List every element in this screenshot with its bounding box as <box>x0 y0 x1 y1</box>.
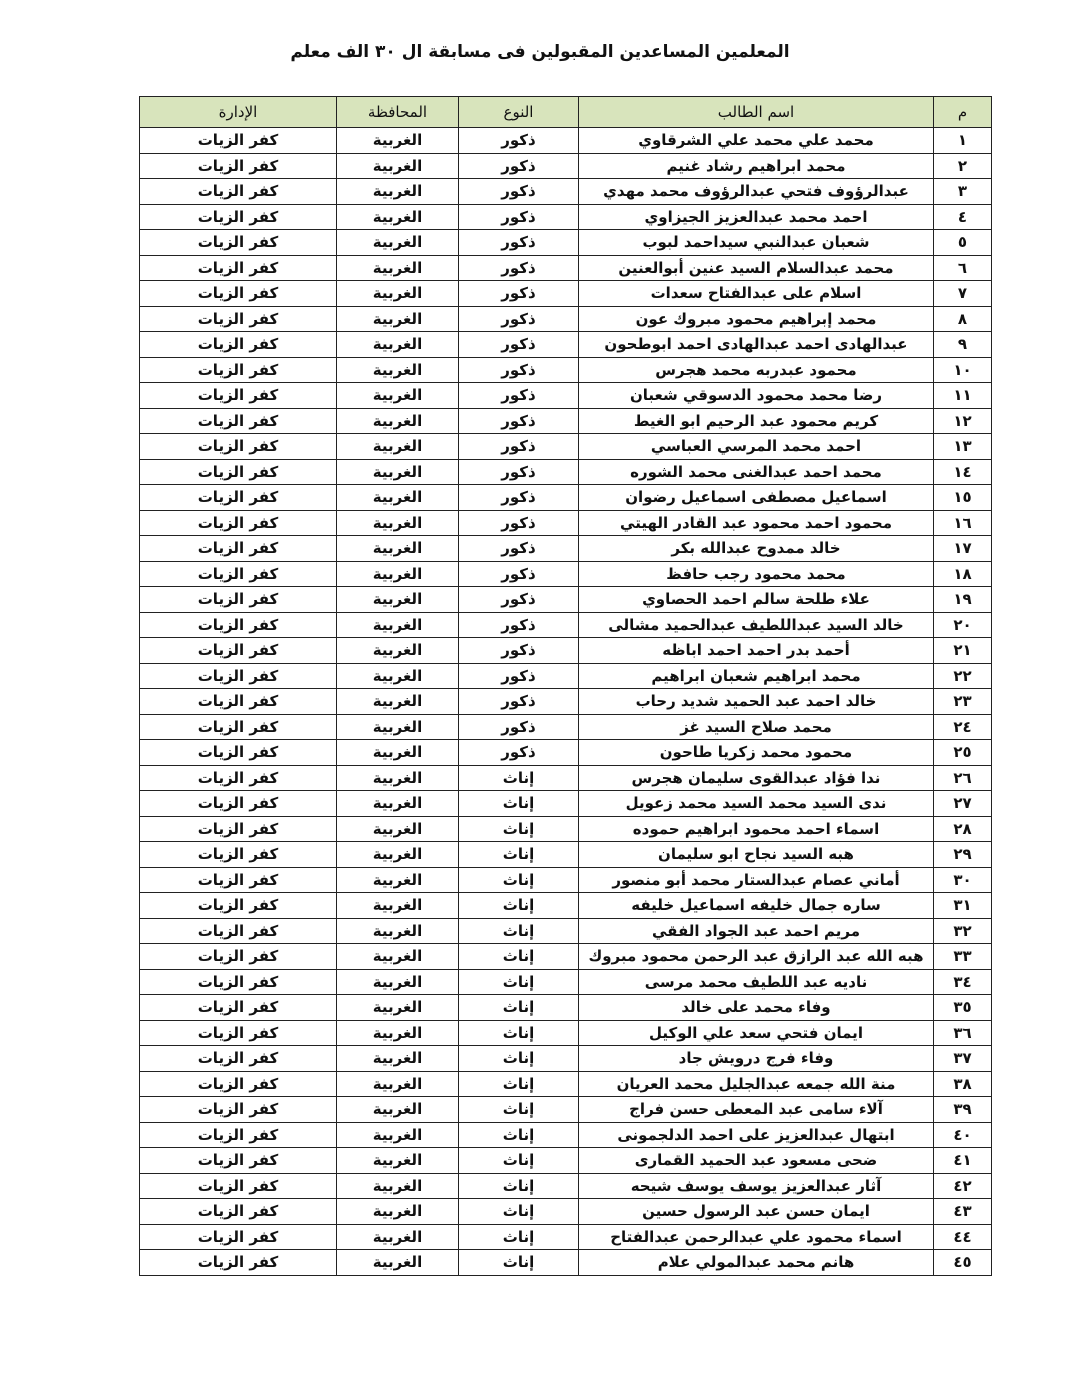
cell-gender: ذكور <box>459 357 579 383</box>
cell-student-name: احمد محمد المرسي العباسي <box>579 434 934 460</box>
table-row <box>140 1097 992 1123</box>
cell-student-name: شعبان عبدالنبي سيداحمد لبوب <box>579 230 934 256</box>
cell-governorate: الغربية <box>337 816 459 842</box>
cell-gender: إناث <box>459 1224 579 1250</box>
cell-gender: إناث <box>459 893 579 919</box>
table-row <box>140 1020 992 1046</box>
cell-gender: ذكور <box>459 612 579 638</box>
cell-num: ٢٦ <box>934 765 992 791</box>
cell-student-name: عبدالرؤوف فتحي عبدالرؤوف محمد مهدي <box>579 179 934 205</box>
cell-student-name: عبدالهادى احمد عبدالهادى احمد ابوطحون <box>579 332 934 358</box>
cell-num: ٢١ <box>934 638 992 664</box>
table-row <box>140 816 992 842</box>
cell-student-name: خالد ممدوح عبدالله بكر <box>579 536 934 562</box>
table-row <box>140 791 992 817</box>
cell-governorate: الغربية <box>337 1097 459 1123</box>
table-row <box>140 536 992 562</box>
cell-gender: إناث <box>459 1199 579 1225</box>
cell-gender: إناث <box>459 1173 579 1199</box>
cell-governorate: الغربية <box>337 918 459 944</box>
cell-num: ٢٣ <box>934 689 992 715</box>
cell-student-name: علاء طلحة سالم احمد الحصاوي <box>579 587 934 613</box>
cell-student-name: محمد ابراهيم شعبان ابراهيم <box>579 663 934 689</box>
cell-student-name: محمود محمد زكريا طاحون <box>579 740 934 766</box>
cell-governorate: الغربية <box>337 842 459 868</box>
cell-num: ١٣ <box>934 434 992 460</box>
cell-num: ٢٤ <box>934 714 992 740</box>
cell-gender: إناث <box>459 1148 579 1174</box>
cell-student-name: رضا محمد محمود الدسوقي شعبان <box>579 383 934 409</box>
cell-governorate: الغربية <box>337 128 459 154</box>
table-row <box>140 867 992 893</box>
cell-governorate: الغربية <box>337 638 459 664</box>
cell-administration: كفر الزيات <box>140 434 337 460</box>
cell-num: ١ <box>934 128 992 154</box>
cell-num: ٣٩ <box>934 1097 992 1123</box>
cell-gender: ذكور <box>459 204 579 230</box>
cell-num: ٣٦ <box>934 1020 992 1046</box>
cell-gender: ذكور <box>459 408 579 434</box>
cell-student-name: محمد علي محمد علي الشرقاوي <box>579 128 934 154</box>
cell-num: ٧ <box>934 281 992 307</box>
cell-gender: إناث <box>459 995 579 1021</box>
cell-administration: كفر الزيات <box>140 1046 337 1072</box>
cell-gender: ذكور <box>459 714 579 740</box>
cell-student-name: ندا فؤاد عبدالقوى سليمان هجرس <box>579 765 934 791</box>
cell-administration: كفر الزيات <box>140 1224 337 1250</box>
cell-governorate: الغربية <box>337 485 459 511</box>
cell-num: ٣٠ <box>934 867 992 893</box>
cell-num: ٣٣ <box>934 944 992 970</box>
cell-administration: كفر الزيات <box>140 765 337 791</box>
table-row <box>140 332 992 358</box>
cell-student-name: محمود عبدربه محمد هجرس <box>579 357 934 383</box>
cell-student-name: ابتهال عبدالعزيز على احمد الدلجمونى <box>579 1122 934 1148</box>
table-row <box>140 612 992 638</box>
cell-administration: كفر الزيات <box>140 1199 337 1225</box>
cell-administration: كفر الزيات <box>140 842 337 868</box>
cell-student-name: محمد صلاح السيد غز <box>579 714 934 740</box>
cell-governorate: الغربية <box>337 1071 459 1097</box>
table-row <box>140 944 992 970</box>
cell-num: ٨ <box>934 306 992 332</box>
cell-gender: ذكور <box>459 561 579 587</box>
cell-student-name: منة الله جمعه عبدالجليل محمد العريان <box>579 1071 934 1097</box>
cell-administration: كفر الزيات <box>140 1122 337 1148</box>
cell-administration: كفر الزيات <box>140 663 337 689</box>
cell-governorate: الغربية <box>337 179 459 205</box>
cell-administration: كفر الزيات <box>140 510 337 536</box>
cell-administration: كفر الزيات <box>140 383 337 409</box>
cell-administration: كفر الزيات <box>140 918 337 944</box>
cell-student-name: هبه السيد نجاح ابو سليمان <box>579 842 934 868</box>
cell-num: ١٠ <box>934 357 992 383</box>
cell-student-name: وفاء محمد على خالد <box>579 995 934 1021</box>
cell-student-name: ساره جمال خليفه اسماعيل خليفه <box>579 893 934 919</box>
cell-governorate: الغربية <box>337 230 459 256</box>
cell-num: ١٦ <box>934 510 992 536</box>
cell-student-name: ايمان حسن عبد الرسول حسين <box>579 1199 934 1225</box>
cell-administration: كفر الزيات <box>140 612 337 638</box>
cell-administration: كفر الزيات <box>140 944 337 970</box>
cell-num: ٤٥ <box>934 1250 992 1276</box>
table-row <box>140 969 992 995</box>
cell-governorate: الغربية <box>337 1199 459 1225</box>
cell-administration: كفر الزيات <box>140 816 337 842</box>
table-row <box>140 306 992 332</box>
cell-administration: كفر الزيات <box>140 1020 337 1046</box>
cell-governorate: الغربية <box>337 714 459 740</box>
cell-num: ١٨ <box>934 561 992 587</box>
header-gender: النوع <box>459 97 579 128</box>
cell-governorate: الغربية <box>337 893 459 919</box>
cell-governorate: الغربية <box>337 1020 459 1046</box>
cell-student-name: آلاء سامى عبد المعطى حسن فراج <box>579 1097 934 1123</box>
cell-administration: كفر الزيات <box>140 459 337 485</box>
table-row <box>140 1046 992 1072</box>
table-row <box>140 204 992 230</box>
cell-gender: إناث <box>459 1071 579 1097</box>
cell-num: ١٧ <box>934 536 992 562</box>
header-name: اسم الطالب <box>579 97 934 128</box>
cell-num: ٣٧ <box>934 1046 992 1072</box>
cell-administration: كفر الزيات <box>140 332 337 358</box>
cell-student-name: آثار عبدالعزيز يوسف يوسف شيحه <box>579 1173 934 1199</box>
table-row <box>140 587 992 613</box>
cell-num: ١٩ <box>934 587 992 613</box>
table-row <box>140 740 992 766</box>
table-row <box>140 995 992 1021</box>
cell-num: ٣٤ <box>934 969 992 995</box>
table-row <box>140 510 992 536</box>
table-row <box>140 434 992 460</box>
cell-student-name: محمد إبراهيم محمود مبروك عون <box>579 306 934 332</box>
cell-administration: كفر الزيات <box>140 714 337 740</box>
cell-num: ٦ <box>934 255 992 281</box>
cell-student-name: هبه الله عبد الرازق عبد الرحمن محمود مبروك <box>579 944 934 970</box>
cell-governorate: الغربية <box>337 306 459 332</box>
cell-governorate: الغربية <box>337 459 459 485</box>
table-row <box>140 1148 992 1174</box>
cell-student-name: محمد عبدالسلام السيد عنين أبوالعنين <box>579 255 934 281</box>
cell-governorate: الغربية <box>337 1148 459 1174</box>
cell-administration: كفر الزيات <box>140 255 337 281</box>
cell-num: ٤٠ <box>934 1122 992 1148</box>
table-body <box>140 128 992 1276</box>
table-row <box>140 893 992 919</box>
cell-student-name: ناديه عبد اللطيف محمد مرسى <box>579 969 934 995</box>
cell-administration: كفر الزيات <box>140 357 337 383</box>
cell-governorate: الغربية <box>337 561 459 587</box>
table-row <box>140 153 992 179</box>
cell-gender: ذكور <box>459 663 579 689</box>
cell-gender: ذكور <box>459 306 579 332</box>
cell-governorate: الغربية <box>337 1046 459 1072</box>
page-title: المعلمين المساعدين المقبولين فى مسابقة ال ٣٠ الف معلم <box>290 42 790 62</box>
cell-student-name: هانم محمد عبدالمولي علام <box>579 1250 934 1276</box>
table-row <box>140 459 992 485</box>
cell-num: ٢٢ <box>934 663 992 689</box>
cell-gender: ذكور <box>459 281 579 307</box>
accepted-teachers-table <box>139 96 992 1276</box>
cell-gender: إناث <box>459 1046 579 1072</box>
cell-gender: ذكور <box>459 383 579 409</box>
cell-gender: ذكور <box>459 536 579 562</box>
cell-student-name: محمد احمد عبدالغنى محمد الشوره <box>579 459 934 485</box>
cell-gender: إناث <box>459 791 579 817</box>
cell-administration: كفر الزيات <box>140 408 337 434</box>
cell-num: ٣١ <box>934 893 992 919</box>
cell-administration: كفر الزيات <box>140 230 337 256</box>
table-row <box>140 689 992 715</box>
cell-administration: كفر الزيات <box>140 893 337 919</box>
cell-gender: إناث <box>459 918 579 944</box>
cell-governorate: الغربية <box>337 663 459 689</box>
cell-governorate: الغربية <box>337 689 459 715</box>
cell-administration: كفر الزيات <box>140 740 337 766</box>
cell-student-name: أماني عصام عبدالستار محمد أبو منصور <box>579 867 934 893</box>
cell-governorate: الغربية <box>337 332 459 358</box>
cell-gender: ذكور <box>459 587 579 613</box>
cell-governorate: الغربية <box>337 536 459 562</box>
cell-administration: كفر الزيات <box>140 791 337 817</box>
cell-num: ٢٧ <box>934 791 992 817</box>
cell-governorate: الغربية <box>337 255 459 281</box>
table-row <box>140 408 992 434</box>
cell-gender: إناث <box>459 969 579 995</box>
cell-student-name: احمد محمد عبدالعزيز الجيزاوي <box>579 204 934 230</box>
table-row <box>140 179 992 205</box>
table-row <box>140 357 992 383</box>
cell-student-name: اسماء احمد محمود ابراهيم حموده <box>579 816 934 842</box>
cell-num: ٢٥ <box>934 740 992 766</box>
cell-gender: ذكور <box>459 332 579 358</box>
cell-governorate: الغربية <box>337 153 459 179</box>
cell-gender: إناث <box>459 842 579 868</box>
cell-gender: إناث <box>459 1250 579 1276</box>
cell-administration: كفر الزيات <box>140 1097 337 1123</box>
cell-gender: ذكور <box>459 485 579 511</box>
header-num: م <box>934 97 992 128</box>
cell-student-name: اسماعيل مصطفى اسماعيل رضوان <box>579 485 934 511</box>
table-row <box>140 663 992 689</box>
table-header-row <box>140 97 992 128</box>
cell-administration: كفر الزيات <box>140 485 337 511</box>
cell-gender: إناث <box>459 1020 579 1046</box>
cell-num: ٣٨ <box>934 1071 992 1097</box>
cell-student-name: وفاء فرج درويش جاد <box>579 1046 934 1072</box>
cell-governorate: الغربية <box>337 434 459 460</box>
cell-num: ١٥ <box>934 485 992 511</box>
table-row <box>140 1122 992 1148</box>
table-row <box>140 1250 992 1276</box>
cell-administration: كفر الزيات <box>140 995 337 1021</box>
cell-student-name: محمود احمد محمود عبد القادر الهيتي <box>579 510 934 536</box>
cell-governorate: الغربية <box>337 1224 459 1250</box>
cell-num: ٤١ <box>934 1148 992 1174</box>
cell-governorate: الغربية <box>337 1122 459 1148</box>
cell-gender: إناث <box>459 765 579 791</box>
cell-administration: كفر الزيات <box>140 1148 337 1174</box>
cell-num: ١١ <box>934 383 992 409</box>
cell-administration: كفر الزيات <box>140 536 337 562</box>
table-row <box>140 1173 992 1199</box>
table-row <box>140 638 992 664</box>
cell-governorate: الغربية <box>337 204 459 230</box>
cell-gender: إناث <box>459 944 579 970</box>
cell-student-name: خالد السيد عبداللطيف عبدالحميد مشالى <box>579 612 934 638</box>
table-row <box>140 1071 992 1097</box>
cell-num: ٣٥ <box>934 995 992 1021</box>
table-row <box>140 714 992 740</box>
cell-gender: ذكور <box>459 179 579 205</box>
table-row <box>140 128 992 154</box>
cell-administration: كفر الزيات <box>140 969 337 995</box>
cell-administration: كفر الزيات <box>140 179 337 205</box>
cell-student-name: ايمان فتحي سعد علي الوكيل <box>579 1020 934 1046</box>
cell-gender: إناث <box>459 1122 579 1148</box>
cell-num: ٢٩ <box>934 842 992 868</box>
cell-gender: ذكور <box>459 128 579 154</box>
cell-student-name: ندى السيد محمد السيد محمد زعويل <box>579 791 934 817</box>
cell-student-name: كريم محمود عبد الرحيم ابو الغيط <box>579 408 934 434</box>
cell-governorate: الغربية <box>337 867 459 893</box>
cell-num: ٤٢ <box>934 1173 992 1199</box>
cell-num: ٤ <box>934 204 992 230</box>
cell-administration: كفر الزيات <box>140 689 337 715</box>
cell-governorate: الغربية <box>337 383 459 409</box>
table-row <box>140 230 992 256</box>
cell-administration: كفر الزيات <box>140 128 337 154</box>
cell-administration: كفر الزيات <box>140 587 337 613</box>
cell-governorate: الغربية <box>337 281 459 307</box>
cell-student-name: ضحى مسعود عبد الحميد القمارى <box>579 1148 934 1174</box>
cell-gender: ذكور <box>459 255 579 281</box>
cell-governorate: الغربية <box>337 995 459 1021</box>
cell-num: ١٢ <box>934 408 992 434</box>
cell-governorate: الغربية <box>337 587 459 613</box>
cell-gender: إناث <box>459 816 579 842</box>
table-row <box>140 765 992 791</box>
cell-administration: كفر الزيات <box>140 867 337 893</box>
cell-governorate: الغربية <box>337 969 459 995</box>
cell-administration: كفر الزيات <box>140 1071 337 1097</box>
cell-governorate: الغربية <box>337 791 459 817</box>
cell-gender: إناث <box>459 1097 579 1123</box>
table-row <box>140 485 992 511</box>
cell-gender: ذكور <box>459 230 579 256</box>
table-row <box>140 281 992 307</box>
cell-governorate: الغربية <box>337 1173 459 1199</box>
cell-administration: كفر الزيات <box>140 1173 337 1199</box>
cell-administration: كفر الزيات <box>140 638 337 664</box>
cell-student-name: أحمد بدر احمد احمد اباظه <box>579 638 934 664</box>
cell-governorate: الغربية <box>337 1250 459 1276</box>
cell-governorate: الغربية <box>337 944 459 970</box>
header-administration: الإدارة <box>140 97 337 128</box>
cell-student-name: اسماء محمود علي عبدالرحمن عبدالفتاح <box>579 1224 934 1250</box>
table-row <box>140 383 992 409</box>
cell-student-name: خالد احمد عبد الحميد شديد رحاب <box>579 689 934 715</box>
table-row <box>140 561 992 587</box>
cell-gender: ذكور <box>459 459 579 485</box>
cell-num: ٤٣ <box>934 1199 992 1225</box>
cell-num: ٢٠ <box>934 612 992 638</box>
cell-num: ٢ <box>934 153 992 179</box>
cell-num: ٥ <box>934 230 992 256</box>
cell-administration: كفر الزيات <box>140 306 337 332</box>
cell-gender: ذكور <box>459 689 579 715</box>
table-row <box>140 842 992 868</box>
table-row <box>140 1224 992 1250</box>
cell-gender: ذكور <box>459 740 579 766</box>
table-row <box>140 918 992 944</box>
table-row <box>140 1199 992 1225</box>
cell-administration: كفر الزيات <box>140 1250 337 1276</box>
cell-administration: كفر الزيات <box>140 281 337 307</box>
cell-administration: كفر الزيات <box>140 153 337 179</box>
cell-governorate: الغربية <box>337 408 459 434</box>
cell-administration: كفر الزيات <box>140 204 337 230</box>
cell-gender: ذكور <box>459 638 579 664</box>
cell-student-name: محمد ابراهيم رشاد غنيم <box>579 153 934 179</box>
header-governorate: المحافظة <box>337 97 459 128</box>
cell-gender: ذكور <box>459 510 579 536</box>
cell-governorate: الغربية <box>337 510 459 536</box>
cell-num: ١٤ <box>934 459 992 485</box>
cell-num: ٣ <box>934 179 992 205</box>
cell-administration: كفر الزيات <box>140 561 337 587</box>
cell-gender: ذكور <box>459 434 579 460</box>
cell-num: ٩ <box>934 332 992 358</box>
cell-num: ٤٤ <box>934 1224 992 1250</box>
cell-governorate: الغربية <box>337 765 459 791</box>
cell-student-name: اسلام على عبدالفتاح سعدات <box>579 281 934 307</box>
cell-gender: إناث <box>459 867 579 893</box>
cell-student-name: محمد محمود رجب حافظ <box>579 561 934 587</box>
cell-governorate: الغربية <box>337 357 459 383</box>
cell-num: ٣٢ <box>934 918 992 944</box>
cell-num: ٢٨ <box>934 816 992 842</box>
cell-governorate: الغربية <box>337 740 459 766</box>
cell-gender: ذكور <box>459 153 579 179</box>
cell-governorate: الغربية <box>337 612 459 638</box>
cell-student-name: مريم احمد عبد الجواد الفقي <box>579 918 934 944</box>
table-row <box>140 255 992 281</box>
